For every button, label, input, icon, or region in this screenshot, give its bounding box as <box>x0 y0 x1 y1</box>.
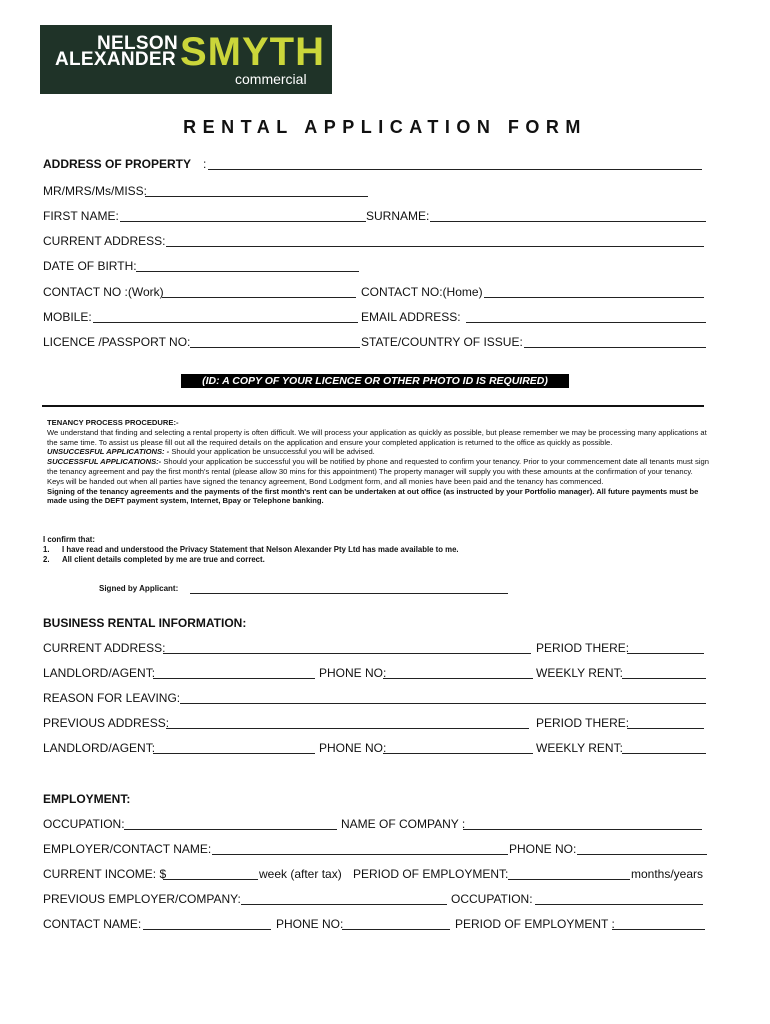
email-label: EMAIL ADDRESS: <box>361 310 461 324</box>
emp-phone-field[interactable] <box>577 854 707 855</box>
current-address-label: CURRENT ADDRESS: <box>43 234 166 248</box>
tenancy-intro: We understand that finding and selecting a rental property is often difficult. We will process your application as quickly as possible, but please remember we may be processing many applications at the same time. To assist us please fill out all the required details on the application and ensure your completed application is returned to the office as quickly as possible. <box>47 427 707 447</box>
occupation-2-field[interactable] <box>535 904 703 905</box>
week-label: week (after tax) <box>259 867 342 881</box>
emp-phone-2-label: PHONE NO: <box>276 917 344 931</box>
emp-phone-2-field[interactable] <box>342 929 450 930</box>
state-issue-field[interactable] <box>524 347 706 348</box>
employment-heading: EMPLOYMENT: <box>43 792 131 806</box>
state-issue-label: STATE/COUNTRY OF ISSUE: <box>361 335 523 349</box>
biz-phone-label: PHONE NO: <box>319 666 387 680</box>
confirmation-block <box>43 535 643 565</box>
tenancy-unsuccessful <box>47 447 709 457</box>
weekly-rent-2-label: WEEKLY RENT: <box>536 741 623 755</box>
tenancy-signing-note: Signing of the tenancy agreements and the payments of the first month's rent can be undertaken at out office (as instructed by your Portfolio manager). All future payments must be made using the DEFT payment system, Internet, Bpay or Telephone banking. <box>47 486 699 506</box>
salutation-field[interactable] <box>145 196 368 197</box>
landlord-field[interactable] <box>153 678 315 679</box>
tenancy-successful <box>47 457 709 486</box>
mobile-field[interactable] <box>93 322 358 323</box>
business-heading: BUSINESS RENTAL INFORMATION: <box>43 616 247 630</box>
occupation-field[interactable] <box>124 829 337 830</box>
confirm-item-2 <box>43 555 643 565</box>
unsuccessful-text: Should your application be unsuccessful you will be advised. <box>169 447 375 457</box>
period-employment-2-field[interactable] <box>612 929 705 930</box>
emp-phone-label: PHONE NO: <box>509 842 577 856</box>
confirm-item-1-text: I have read and understood the Privacy Statement that Nelson Alexander Pty Ltd has made available to me. <box>62 545 459 554</box>
section-divider <box>42 405 704 407</box>
confirm-heading: I confirm that: <box>43 535 95 544</box>
licence-label: LICENCE /PASSPORT NO: <box>43 335 191 349</box>
previous-employer-field[interactable] <box>241 904 447 905</box>
logo-alexander: ALEXANDER <box>55 49 176 70</box>
company-logo <box>40 25 332 94</box>
previous-employer-label: PREVIOUS EMPLOYER/COMPANY: <box>43 892 241 906</box>
confirm-item-2-num: 2. <box>43 555 50 564</box>
unsuccessful-label: UNSUCCESFUL APPLICATIONS: - <box>47 447 170 457</box>
successful-label: SUCCESSFUL APPLICATIONS:- <box>47 457 162 467</box>
employer-contact-label: EMPLOYER/CONTACT NAME: <box>43 842 212 856</box>
contact-name-label: CONTACT NAME: <box>43 917 142 931</box>
income-label: CURRENT INCOME: $ <box>43 867 167 881</box>
previous-address-field[interactable] <box>166 728 529 729</box>
current-address-field[interactable] <box>166 246 704 247</box>
logo-nelson: NELSON <box>97 33 178 54</box>
reason-label: REASON FOR LEAVING: <box>43 691 181 705</box>
dob-field[interactable] <box>136 271 359 272</box>
occupation-2-label: OCCUPATION: <box>451 892 533 906</box>
period-employment-2-label: PERIOD OF EMPLOYMENT : <box>455 917 615 931</box>
employer-contact-field[interactable] <box>212 854 508 855</box>
successful-text: Should your application be successful you will be notified by phone and requested to confirm your tenancy. Prior to your commencement date all tenants must sign the tenancy agreement and pay the first month's rental (please allow 30 mins for this appointment) The property manager will supply you with these amounts at the confirmation of your tenancy. Keys will be handed out when all parties have signed the tenancy agreement, Bond Lodgment form, and all monies have been paid and the tenancy has commenced. <box>47 457 709 486</box>
first-name-field[interactable] <box>120 221 366 222</box>
address-of-property-field[interactable] <box>208 169 702 170</box>
landlord-label: LANDLORD/AGENT: <box>43 666 156 680</box>
previous-address-label: PREVIOUS ADDRESS: <box>43 716 170 730</box>
income-field[interactable] <box>163 879 258 880</box>
confirm-item-2-text: All client details completed by me are true and correct. <box>62 555 265 564</box>
period-there-2-field[interactable] <box>627 728 704 729</box>
biz-current-address-field[interactable] <box>163 653 531 654</box>
occupation-label: OCCUPATION: <box>43 817 125 831</box>
licence-field[interactable] <box>190 347 360 348</box>
contact-work-label: CONTACT NO :(Work) <box>43 285 164 299</box>
period-employment-label: PERIOD OF EMPLOYMENT: <box>353 867 509 881</box>
surname-field[interactable] <box>430 221 706 222</box>
company-label: NAME OF COMPANY : <box>341 817 466 831</box>
logo-smyth: SMYTH <box>180 30 325 74</box>
period-employment-field[interactable] <box>508 879 630 880</box>
salutation-label: MR/MRS/Ms/MISS: <box>43 184 147 198</box>
biz-phone-field[interactable] <box>383 678 533 679</box>
tenancy-heading: TENANCY PROCESS PROCEDURE:- <box>47 418 179 427</box>
reason-field[interactable] <box>180 703 706 704</box>
first-name-label: FIRST NAME: <box>43 209 119 223</box>
address-colon: : <box>203 157 207 171</box>
biz-phone-2-label: PHONE NO: <box>319 741 387 755</box>
mobile-label: MOBILE: <box>43 310 92 324</box>
confirm-item-1 <box>43 545 643 555</box>
email-field[interactable] <box>466 322 706 323</box>
contact-name-field[interactable] <box>143 929 271 930</box>
weekly-rent-2-field[interactable] <box>622 753 706 754</box>
contact-home-field[interactable] <box>484 297 704 298</box>
surname-label: SURNAME: <box>366 209 430 223</box>
address-of-property-label: ADDRESS OF PROPERTY <box>43 157 192 171</box>
months-years-label: months/years <box>631 867 704 881</box>
signature-field[interactable] <box>190 593 508 594</box>
period-there-field[interactable] <box>627 653 704 654</box>
id-notice: (ID: A COPY OF YOUR LICENCE OR OTHER PHOTO ID IS REQUIRED) <box>181 374 569 388</box>
weekly-rent-field[interactable] <box>622 678 706 679</box>
period-there-label: PERIOD THERE: <box>536 641 630 655</box>
logo-commercial: commercial <box>235 71 307 87</box>
biz-current-address-label: CURRENT ADDRESS: <box>43 641 166 655</box>
company-field[interactable] <box>463 829 702 830</box>
confirm-item-1-num: 1. <box>43 545 50 554</box>
contact-work-field[interactable] <box>162 297 356 298</box>
form-title: RENTAL APPLICATION FORM <box>183 117 587 137</box>
landlord-2-field[interactable] <box>153 753 315 754</box>
dob-label: DATE OF BIRTH: <box>43 259 137 273</box>
weekly-rent-label: WEEKLY RENT: <box>536 666 623 680</box>
contact-home-label: CONTACT NO:(Home) <box>361 285 483 299</box>
tenancy-procedure <box>47 418 709 506</box>
period-there-2-label: PERIOD THERE: <box>536 716 630 730</box>
signed-label: Signed by Applicant: <box>99 584 179 593</box>
landlord-2-label: LANDLORD/AGENT: <box>43 741 156 755</box>
biz-phone-2-field[interactable] <box>383 753 533 754</box>
